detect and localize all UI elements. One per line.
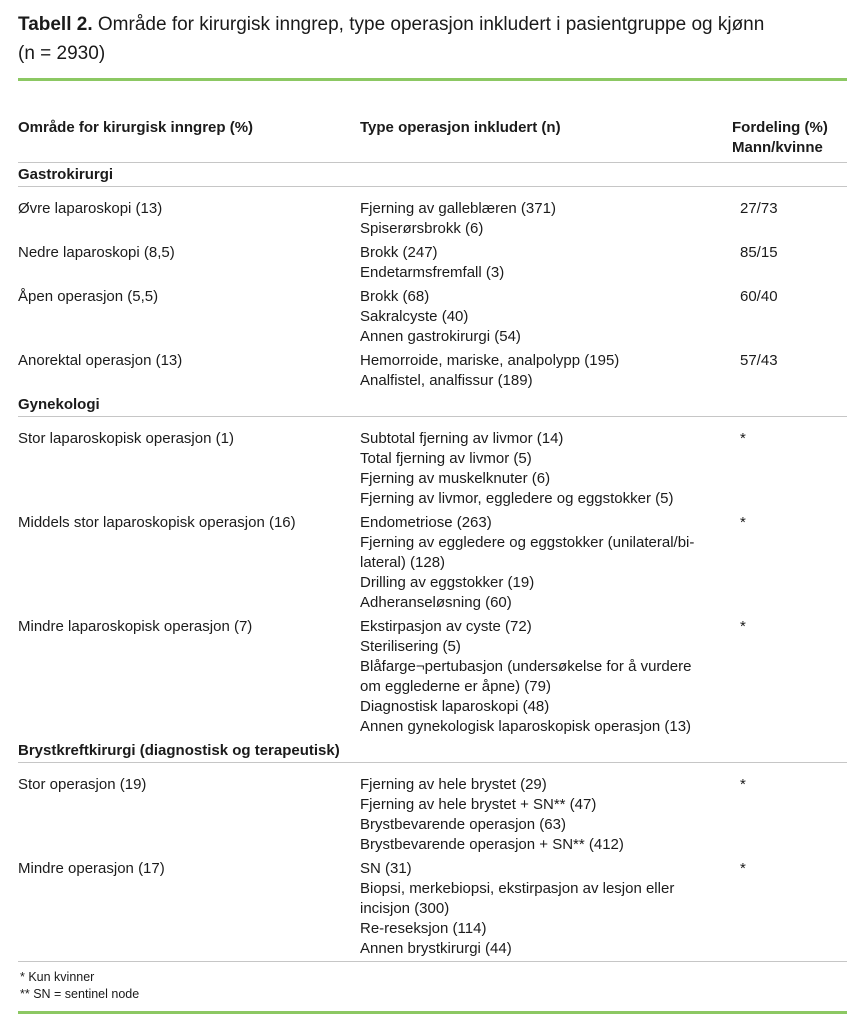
cell-operations [360, 511, 732, 615]
operation-line: Brystbevarende operasjon (63) [360, 816, 566, 833]
cell-area: Stor operasjon (19) [18, 776, 147, 793]
operation-line: Fjerning av eggledere og eggstokker (unilateral/bi- [360, 534, 695, 551]
section-row [18, 163, 847, 187]
operation-line: Fjerning av hele brystet + SN** (47) [360, 796, 597, 813]
column-header-distribution-line1: Fordeling (%) [732, 119, 828, 136]
operation-line: Blåfarge¬pertubasjon (undersøkelse for å vurdere [360, 658, 692, 675]
table-row [18, 857, 847, 962]
bottom-green-rule [18, 1011, 847, 1014]
operation-line: Brokk (68) [360, 288, 430, 305]
cell-operations [360, 241, 732, 285]
operation-line: Fjerning av hele brystet (29) [360, 776, 547, 793]
section-title: Gastrokirurgi [18, 163, 847, 187]
column-header-area: Område for kirurgisk inngrep (%) [18, 118, 360, 163]
operation-line: Diagnostisk laparoskopi (48) [360, 698, 550, 715]
table-row [18, 417, 847, 512]
operation-line: Annen gynekologisk laparoskopisk operasjon (13) [360, 718, 692, 735]
cell-distribution: 85/15 [740, 244, 778, 261]
cell-distribution: * [740, 860, 746, 877]
table-row [18, 615, 847, 739]
operation-line: Brystbevarende operasjon + SN** (412) [360, 836, 624, 853]
cell-distribution: 27/73 [740, 200, 778, 217]
cell-distribution: * [740, 618, 746, 635]
table-row [18, 511, 847, 615]
table-row [18, 241, 847, 285]
cell-area: Middels stor laparoskopisk operasjon (16) [18, 514, 296, 531]
section-title: Brystkreftkirurgi (diagnostisk og terapeutisk) [18, 739, 847, 763]
table-row [18, 763, 847, 858]
cell-area: Mindre operasjon (17) [18, 860, 165, 877]
cell-area: Mindre laparoskopisk operasjon (7) [18, 618, 253, 635]
surgery-table [18, 118, 847, 962]
operation-line: Annen gastrokirurgi (54) [360, 328, 521, 345]
cell-distribution: * [740, 430, 746, 447]
operation-line: Subtotal fjerning av livmor (14) [360, 430, 564, 447]
operation-line: Sterilisering (5) [360, 638, 461, 655]
section-row [18, 393, 847, 417]
cell-area: Anorektal operasjon (13) [18, 352, 183, 369]
operation-line: incisjon (300) [360, 900, 450, 917]
footnote-sentinel-node: ** SN = sentinel node [20, 987, 140, 1001]
section-title: Gynekologi [18, 393, 847, 417]
operation-line: Analfistel, analfissur (189) [360, 372, 533, 389]
table-title-text: Område for kirurgisk inngrep, type operasjon inkludert i pasientgruppe og kjønn [97, 14, 765, 35]
cell-operations [360, 187, 732, 242]
cell-operations [360, 417, 732, 512]
operation-line: Endometriose (263) [360, 514, 492, 531]
table-row [18, 285, 847, 349]
table-title-sample-size: (n = 2930) [18, 43, 106, 64]
section-row [18, 739, 847, 763]
operation-line: Re-reseksjon (114) [360, 920, 487, 937]
operation-line: Spiserørsbrokk (6) [360, 220, 484, 237]
footnote-women-only: * Kun kvinner [20, 970, 95, 984]
cell-distribution: * [740, 514, 746, 531]
operation-line: Sakralcyste (40) [360, 308, 469, 325]
operation-line: Brokk (247) [360, 244, 438, 261]
cell-area: Øvre laparoskopi (13) [18, 200, 163, 217]
operation-line: Fjerning av livmor, eggledere og eggstokker (5) [360, 490, 674, 507]
cell-operations [360, 857, 732, 962]
cell-area: Åpen operasjon (5,5) [18, 288, 159, 305]
column-header-distribution-line2: Mann/kvinne [732, 139, 823, 156]
operation-line: Ekstirpasjon av cyste (72) [360, 618, 532, 635]
table-body [18, 163, 847, 962]
cell-distribution: 57/43 [740, 352, 778, 369]
operation-line: om egglederne er åpne) (79) [360, 678, 551, 695]
table-title-line1 [18, 10, 847, 39]
operation-line: Hemorroide, mariske, analpolypp (195) [360, 352, 620, 369]
column-header-operations: Type operasjon inkludert (n) [360, 118, 732, 163]
cell-area: Stor laparoskopisk operasjon (1) [18, 430, 234, 447]
table-row [18, 187, 847, 242]
cell-operations [360, 763, 732, 858]
top-green-rule [18, 78, 847, 81]
cell-area: Nedre laparoskopi (8,5) [18, 244, 175, 261]
operation-line: lateral) (128) [360, 554, 446, 571]
operation-line: Adheranseløsning (60) [360, 594, 512, 611]
table-row [18, 349, 847, 393]
operation-line: Biopsi, merkebiopsi, ekstirpasjon av lesjon eller [360, 880, 675, 897]
cell-operations [360, 285, 732, 349]
operation-line: Endetarmsfremfall (3) [360, 264, 505, 281]
operation-line: Annen brystkirurgi (44) [360, 940, 512, 957]
operation-line: Total fjerning av livmor (5) [360, 450, 532, 467]
cell-distribution: * [740, 776, 746, 793]
cell-operations [360, 349, 732, 393]
operation-line: SN (31) [360, 860, 412, 877]
operation-line: Fjerning av muskelknuter (6) [360, 470, 551, 487]
cell-distribution: 60/40 [740, 288, 778, 305]
footnotes [18, 962, 847, 1003]
table-title-label: Tabell 2. [18, 14, 93, 35]
operation-line: Drilling av eggstokker (19) [360, 574, 535, 591]
header-row [18, 118, 847, 163]
table-header [18, 118, 847, 163]
operation-line: Fjerning av galleblæren (371) [360, 200, 556, 217]
cell-operations [360, 615, 732, 739]
table-title [18, 10, 847, 68]
column-header-distribution [732, 118, 847, 163]
